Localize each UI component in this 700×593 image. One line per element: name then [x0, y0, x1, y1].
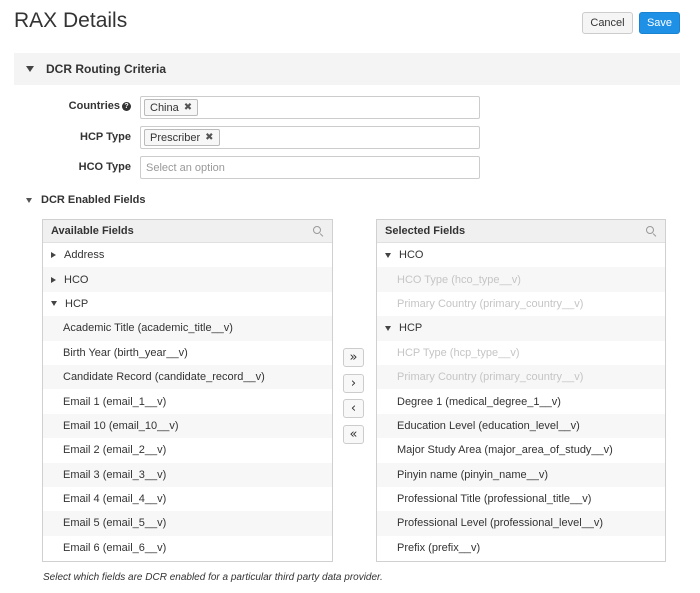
field-row[interactable] [43, 536, 332, 560]
field-label: Email 2 (email_2__v) [63, 444, 167, 457]
caret-down-icon [26, 66, 34, 72]
footer-note: Select which fields are DCR enabled for a particular third party data provider. [43, 572, 383, 583]
field-label: HCO Type (hco_type__v) [397, 273, 521, 286]
caret-down-icon[interactable] [385, 253, 391, 258]
cancel-button[interactable]: Cancel [582, 12, 633, 34]
field-label: Professional Level (professional_level__v) [397, 517, 604, 530]
field-label: Email 1 (email_1__v) [63, 395, 167, 408]
field-label: HCP [399, 322, 423, 335]
field-row[interactable] [377, 487, 665, 511]
countries-label-text: Countries [68, 100, 120, 112]
countries-label [0, 100, 131, 112]
add-button[interactable]: › [343, 374, 364, 393]
field-label: Candidate Record (candidate_record__v) [63, 371, 265, 384]
field-label: HCO [399, 249, 424, 262]
routing-section-header[interactable] [14, 53, 680, 85]
selected-fields-list [377, 243, 665, 560]
field-row[interactable] [377, 511, 665, 535]
field-label: Prefix (prefix__v) [397, 541, 481, 554]
save-button[interactable]: Save [639, 12, 680, 34]
caret-down-icon [26, 198, 32, 203]
caret-down-icon[interactable] [51, 301, 57, 306]
selected-fields-panel [376, 219, 666, 562]
field-label: Email 5 (email_5__v) [63, 517, 167, 530]
field-label: Degree 1 (medical_degree_1__v) [397, 395, 561, 408]
remove-tag-icon[interactable]: ✖ [183, 102, 193, 113]
add-all-button[interactable]: » [343, 348, 364, 367]
field-label: Email 10 (email_10__v) [63, 419, 179, 432]
field-group-row[interactable] [43, 243, 332, 267]
selected-fields-title: Selected Fields [385, 225, 466, 237]
field-row[interactable] [43, 316, 332, 340]
field-label: Academic Title (academic_title__v) [63, 322, 233, 335]
remove-all-button[interactable]: « [343, 425, 364, 444]
field-row[interactable] [43, 365, 332, 389]
field-label: Birth Year (birth_year__v) [63, 346, 188, 359]
available-fields-panel [42, 219, 333, 562]
field-row[interactable] [377, 341, 665, 365]
field-label: Professional Title (professional_title__v) [397, 493, 592, 506]
search-icon[interactable] [312, 225, 324, 237]
field-row[interactable] [377, 365, 665, 389]
field-row[interactable] [377, 267, 665, 291]
available-fields-header [43, 220, 332, 243]
hcp-type-field[interactable] [140, 126, 480, 149]
caret-down-icon[interactable] [385, 326, 391, 331]
countries-field[interactable] [140, 96, 480, 119]
field-row[interactable] [377, 292, 665, 316]
country-tag [144, 99, 198, 116]
routing-section-title: DCR Routing Criteria [46, 62, 166, 76]
remove-tag-icon[interactable]: ✖ [205, 132, 214, 143]
caret-right-icon[interactable] [51, 277, 56, 283]
field-row[interactable] [377, 536, 665, 560]
field-row[interactable] [377, 414, 665, 438]
field-row[interactable] [43, 463, 332, 487]
field-row[interactable] [377, 463, 665, 487]
hco-type-select[interactable] [140, 156, 480, 179]
remove-button[interactable]: ‹ [343, 399, 364, 418]
country-tag-label: China [150, 101, 179, 114]
field-group-row[interactable] [43, 267, 332, 291]
field-label: Education Level (education_level__v) [397, 419, 580, 432]
field-label: Primary Country (primary_country__v) [397, 371, 584, 384]
page-title: RAX Details [14, 9, 128, 32]
field-label: Email 3 (email_3__v) [63, 468, 167, 481]
field-label: Address [64, 249, 105, 262]
field-row[interactable] [43, 341, 332, 365]
field-row[interactable] [377, 389, 665, 413]
hcp-type-label: HCP Type [80, 131, 131, 143]
enabled-fields-title: DCR Enabled Fields [41, 194, 146, 206]
field-label: Email 6 (email_6__v) [63, 541, 167, 554]
field-label: Primary Country (primary_country__v) [397, 297, 584, 310]
hcp-type-tag-label: Prescriber [150, 131, 201, 144]
caret-right-icon[interactable] [51, 252, 56, 258]
hco-type-placeholder: Select an option [146, 161, 225, 174]
field-row[interactable] [43, 487, 332, 511]
available-fields-list [43, 243, 332, 560]
field-group-row[interactable] [377, 316, 665, 340]
search-icon[interactable] [645, 225, 657, 237]
field-label: Email 4 (email_4__v) [63, 493, 167, 506]
field-row[interactable] [43, 414, 332, 438]
selected-fields-header [377, 220, 665, 243]
field-group-row[interactable] [43, 292, 332, 316]
field-row[interactable] [43, 438, 332, 462]
field-label: HCP Type (hcp_type__v) [397, 346, 520, 359]
field-row[interactable] [43, 389, 332, 413]
field-label: HCP [65, 297, 89, 310]
field-row[interactable] [377, 438, 665, 462]
available-fields-title: Available Fields [51, 225, 134, 237]
field-label: HCO [64, 273, 89, 286]
field-label: Pinyin name (pinyin_name__v) [397, 468, 549, 481]
hcp-type-tag [144, 129, 220, 146]
field-label: Major Study Area (major_area_of_study__v) [397, 444, 613, 457]
help-icon[interactable]: ? [122, 102, 131, 111]
hco-type-label: HCO Type [78, 161, 131, 173]
field-row[interactable] [43, 511, 332, 535]
enabled-fields-header[interactable] [26, 194, 146, 206]
field-group-row[interactable] [377, 243, 665, 267]
